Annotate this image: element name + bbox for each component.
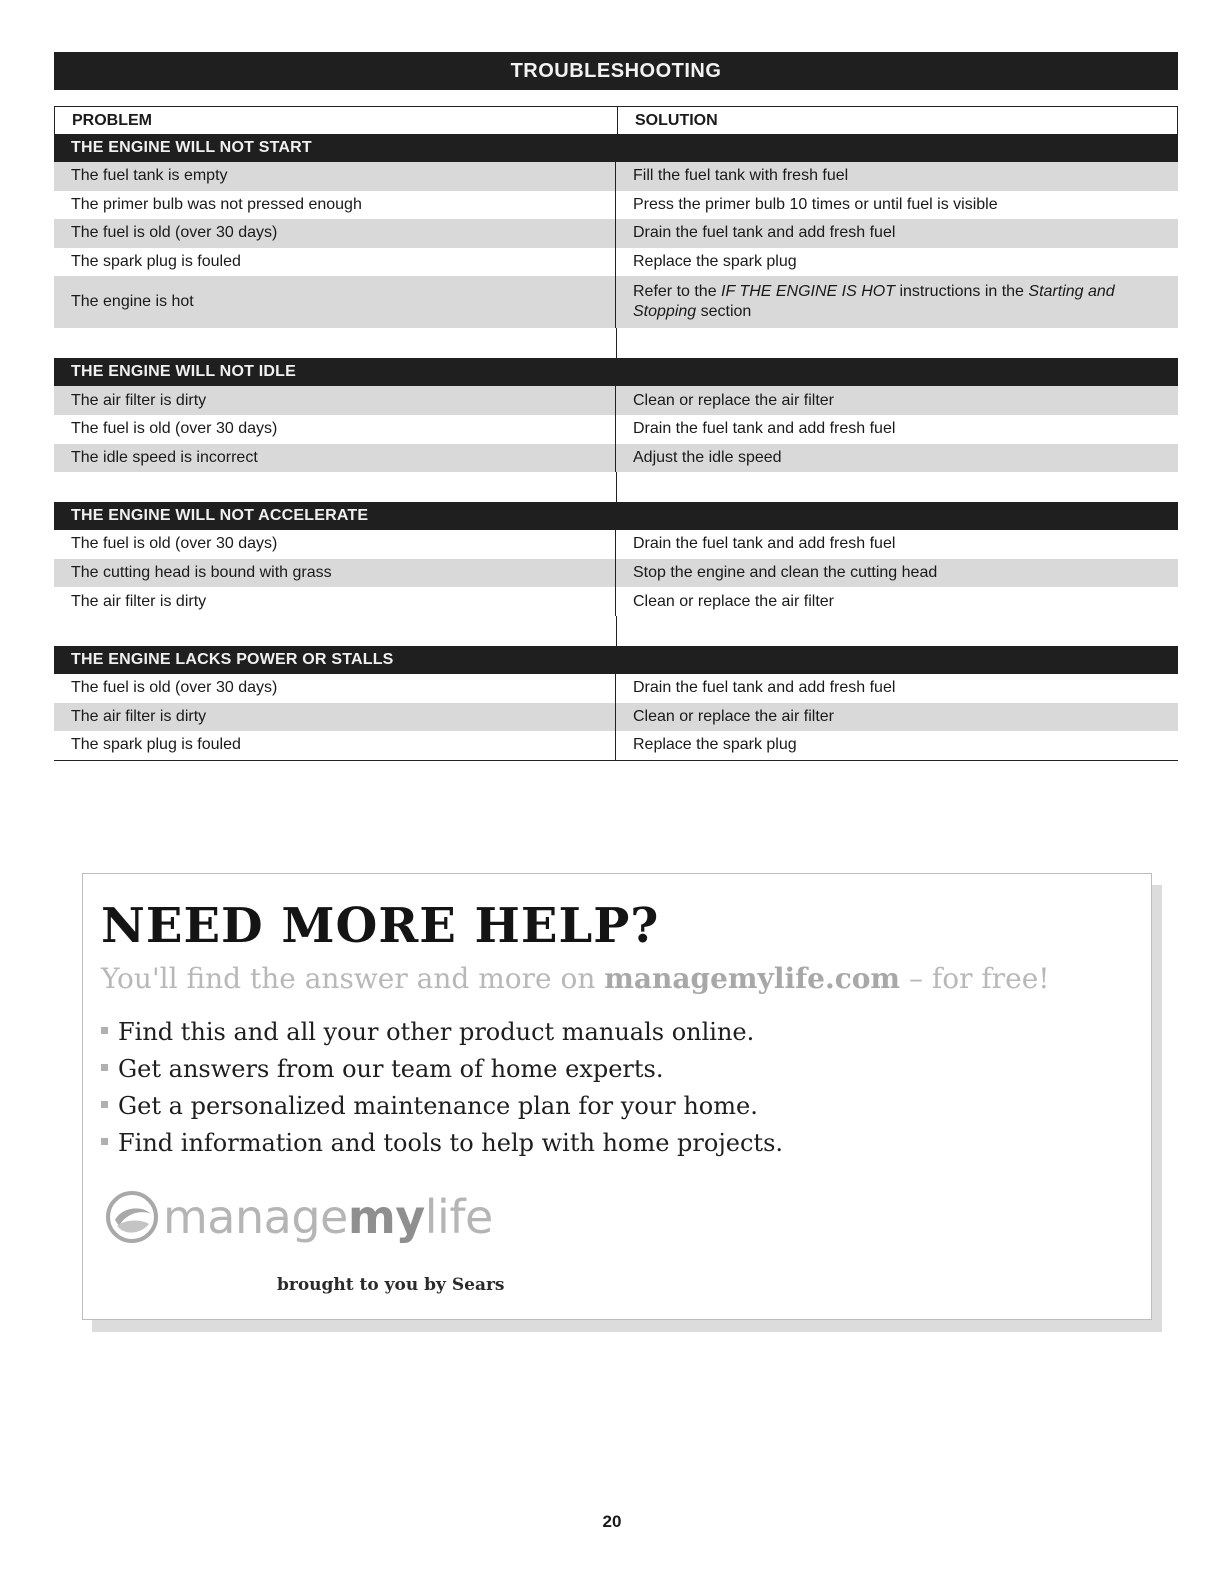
logo-text-part: manage xyxy=(163,1190,348,1244)
problem-cell: The primer bulb was not pressed enough xyxy=(54,191,616,220)
troubleshooting-title: TROUBLESHOOTING xyxy=(54,52,1178,90)
help-subtitle-text: – for free! xyxy=(900,962,1050,995)
logo-tagline: brought to you by Sears xyxy=(277,1275,505,1295)
section-heading-will-not-accelerate: THE ENGINE WILL NOT ACCELERATE xyxy=(54,502,1178,530)
table-row xyxy=(54,248,1178,277)
problem-cell: The cutting head is bound with grass xyxy=(54,559,616,588)
solution-cell: Drain the fuel tank and add fresh fuel xyxy=(633,679,896,697)
section-heading-lacks-power: THE ENGINE LACKS POWER OR STALLS xyxy=(54,646,1178,674)
solution-cell: Drain the fuel tank and add fresh fuel xyxy=(633,535,896,553)
table-row xyxy=(54,703,1178,732)
solution-cell: Stop the engine and clean the cutting head xyxy=(633,564,938,582)
problem-cell: The fuel is old (over 30 days) xyxy=(54,530,616,559)
help-title: NEED MORE HELP? xyxy=(101,898,660,954)
problem-cell: The fuel is old (over 30 days) xyxy=(54,219,616,248)
troubleshooting-table xyxy=(54,106,1178,761)
solution-cell: Clean or replace the air filter xyxy=(633,592,834,610)
section-spacer xyxy=(54,616,1178,646)
bullet-icon xyxy=(101,1064,108,1071)
solution-cell: Clean or replace the air filter xyxy=(633,707,834,725)
solution-cell: Replace the spark plug xyxy=(633,253,797,271)
solution-cell: Replace the spark plug xyxy=(633,736,797,754)
solution-text-part: Refer to the xyxy=(633,283,722,301)
list-item-text: Get a personalized maintenance plan for your home. xyxy=(118,1092,758,1120)
table-row xyxy=(54,731,1178,760)
table-row xyxy=(54,674,1178,703)
problem-cell: The fuel is old (over 30 days) xyxy=(54,415,616,444)
problem-cell: The fuel is old (over 30 days) xyxy=(54,674,616,703)
managemylife-logo xyxy=(105,1190,493,1244)
bullet-icon xyxy=(101,1101,108,1108)
table-row xyxy=(54,559,1178,588)
table-row xyxy=(54,162,1178,191)
list-item-text: Get answers from our team of home experts. xyxy=(118,1055,664,1083)
need-more-help-box xyxy=(82,873,1152,1320)
list-item-text: Find information and tools to help with home projects. xyxy=(118,1129,784,1157)
logo-text-part: my xyxy=(347,1190,425,1244)
table-row xyxy=(54,276,1178,328)
problem-cell: The engine is hot xyxy=(54,276,616,328)
table-header xyxy=(54,106,1178,134)
logo-text-part: life xyxy=(424,1190,493,1244)
page-number: 20 xyxy=(602,1512,622,1531)
list-item xyxy=(101,1014,783,1051)
solution-text-part: instructions in the xyxy=(895,283,1029,301)
problem-cell: The idle speed is incorrect xyxy=(54,444,616,473)
problem-cell: The air filter is dirty xyxy=(54,386,616,415)
list-item xyxy=(101,1088,783,1125)
solution-text-part: section xyxy=(696,303,752,321)
table-row xyxy=(54,444,1178,473)
solution-cell xyxy=(616,276,1178,328)
table-row xyxy=(54,191,1178,220)
help-subtitle xyxy=(101,962,1050,995)
solution-cell: Clean or replace the air filter xyxy=(633,391,834,409)
list-item xyxy=(101,1051,783,1088)
section-heading-will-not-start: THE ENGINE WILL NOT START xyxy=(54,134,1178,162)
logo-wordmark xyxy=(163,1190,493,1244)
table-row xyxy=(54,587,1178,616)
column-header-problem: PROBLEM xyxy=(55,107,618,134)
table-row xyxy=(54,415,1178,444)
help-subtitle-link[interactable]: managemylife.com xyxy=(604,962,901,995)
problem-cell: The spark plug is fouled xyxy=(54,248,616,277)
problem-cell: The air filter is dirty xyxy=(54,587,616,616)
bullet-icon xyxy=(101,1138,108,1145)
solution-text xyxy=(633,282,1170,322)
swirl-logo-icon xyxy=(105,1190,159,1244)
table-bottom-rule xyxy=(54,760,1178,761)
table-row xyxy=(54,386,1178,415)
problem-cell: The air filter is dirty xyxy=(54,703,616,732)
bullet-icon xyxy=(101,1027,108,1034)
solution-cell: Press the primer bulb 10 times or until fuel is visible xyxy=(633,195,998,213)
help-subtitle-text: You'll find the answer and more on xyxy=(101,962,605,995)
solution-text-emphasis: Starting and Stopping xyxy=(633,283,1115,321)
solution-cell: Drain the fuel tank and add fresh fuel xyxy=(633,224,896,242)
section-spacer xyxy=(54,472,1178,502)
solution-cell: Drain the fuel tank and add fresh fuel xyxy=(633,420,896,438)
column-header-solution: SOLUTION xyxy=(635,112,718,129)
problem-cell: The spark plug is fouled xyxy=(54,731,616,760)
solution-text-emphasis: IF THE ENGINE IS HOT xyxy=(721,283,895,301)
list-item-text: Find this and all your other product manuals online. xyxy=(118,1018,755,1046)
solution-cell: Adjust the idle speed xyxy=(633,448,782,466)
help-list xyxy=(101,1014,783,1162)
solution-cell: Fill the fuel tank with fresh fuel xyxy=(633,167,849,185)
section-spacer xyxy=(54,328,1178,358)
section-heading-will-not-idle: THE ENGINE WILL NOT IDLE xyxy=(54,358,1178,386)
table-row xyxy=(54,530,1178,559)
problem-cell: The fuel tank is empty xyxy=(54,162,616,191)
table-row xyxy=(54,219,1178,248)
list-item xyxy=(101,1125,783,1162)
